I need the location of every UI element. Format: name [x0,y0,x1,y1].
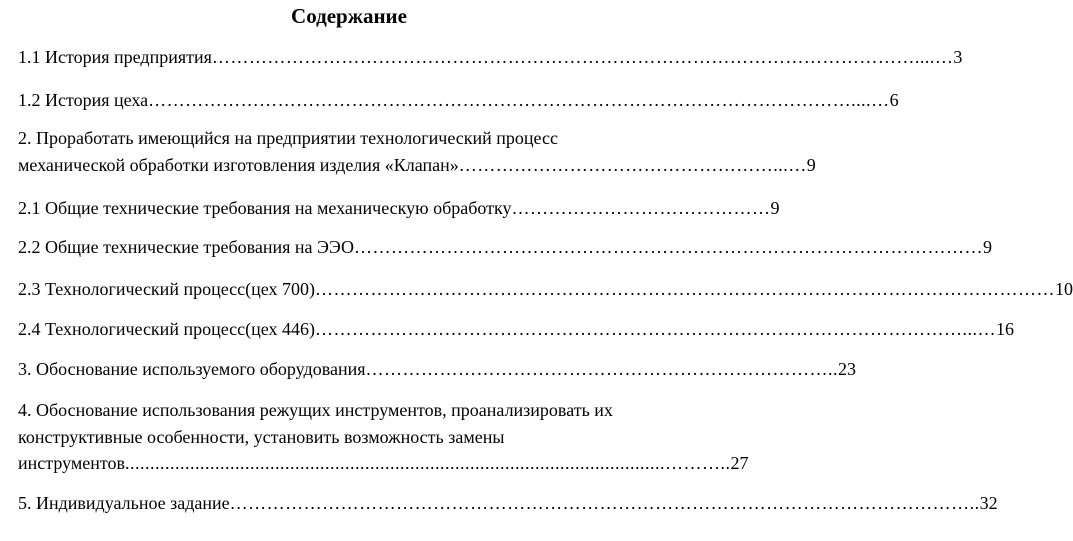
toc-entry-line [18,398,684,422]
toc-entry-leader: ………………………………………………………………….. [365,359,838,379]
toc-entry-line [18,126,684,150]
toc-entry-page: 23 [838,359,856,379]
toc-entry-text: 2.2 Общие технические требования на ЭЭО [18,237,355,257]
toc-entry-text: 5. Индивидуальное задание [18,493,230,513]
toc-entry-leader: ………………………………………………………………………………………………………… [315,279,1055,299]
toc-entry-text: 3. Обоснование используемого оборудования [18,359,366,379]
toc-entry [18,153,816,177]
toc-entry [18,88,899,112]
toc-entry [18,317,1014,341]
toc-entry-page: 9 [770,198,780,218]
toc-entry-text: 1.1 История предприятия [18,47,212,67]
toc-entry-leader: ………………………………………………………………………………………… [354,237,984,257]
toc-entry-text: 2.3 Технологический процесс(цех 700) [18,279,315,299]
toc-entry-line [18,425,684,449]
toc-entry [18,235,993,259]
toc-entry [18,491,998,515]
toc-entry-page: 9 [806,155,816,175]
toc-entry-page: 27 [730,453,749,473]
toc-entry-page: 16 [996,319,1014,339]
toc-entry-text: инструментов [18,453,126,473]
toc-entry-leader: ……………………………………………...… [458,155,807,175]
toc-entry [18,451,749,475]
toc-entry [18,357,856,381]
toc-entry-leader: ……………………………………………………………………………………………………....… [148,90,890,110]
toc-entry-page: 32 [979,493,998,513]
toc-entry [18,196,780,220]
toc-entry-page: 3 [953,47,963,67]
toc-entry-leader: ……………………………………………………………………………………………………....… [211,47,954,67]
toc-entry-text: 4. Обоснование использования режущих инструментов, проанализировать их [18,400,613,420]
toc-entry-page: 10 [1055,279,1073,299]
toc-entry-leader: ……………………………………………………………………………………………...… [315,319,996,339]
toc-entry-text: механической обработки изготовления изделия «Клапан» [18,155,459,175]
toc-title: Содержание [291,4,407,28]
toc-entry-leader: …………………………………… [511,198,771,218]
toc-entry-page: 9 [983,237,993,257]
toc-entry-leader: ............................................................................................................……….. [125,453,731,473]
toc-entry [18,277,1073,301]
toc-entry [18,45,963,69]
toc-entry-text: 2.4 Технологический процесс(цех 446) [18,319,315,339]
toc-entry-page: 6 [889,90,899,110]
toc-entry-text: 2. Проработать имеющийся на предприятии технологический процесс [18,128,558,148]
toc-entry-text: 2.1 Общие технические требования на механическую обработку [18,198,512,218]
toc-entry-text: 1.2 История цеха [18,90,149,110]
toc-entry-leader: ………………………………………………………………………………………………………….. [229,493,980,513]
toc-entry-text: конструктивные особенности, установить возможность замены [18,427,505,447]
